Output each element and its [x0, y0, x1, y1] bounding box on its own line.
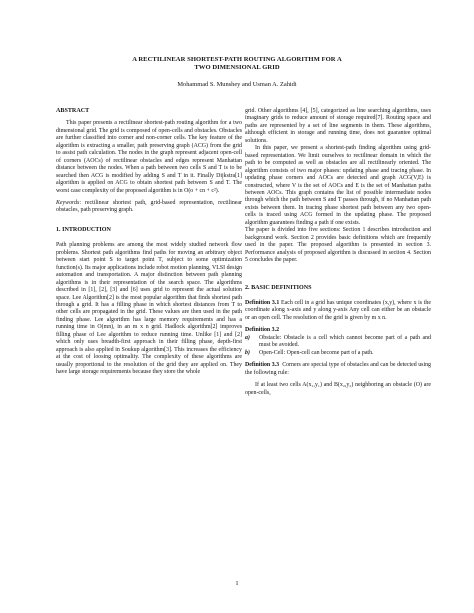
- abstract-text: This paper presents a rectilinear shortest-path routing algorithm for a two dimensional grid. The grid is composed of open-cells and obstacles. Obstacles are further classified into corner and non-corner cells. The key feature of the algorithm is extracting a smaller, path preserving graph (ACG) from the grid to assist path calculation. The nodes in the graph represent adjacent open-cell of corners (AOCs) of rectilinear obstacles and edges represent Manhattan distance between the nodes. When a path between two cells S and T is to be searched then ACG is modified by adding S and T in it. Finally Dijkstra[1] algorithm is applied on ACG to obtain shortest path between S and T. The worst case complexity of the proposed algorithm is in O(o + cn + c²).: [56, 120, 242, 194]
- right-paragraph-3: The paper is divided into five sections: Section 1 describes introduction and background work. Section 2 provides basic definitions which are frequently used in the paper. The proposed algorithm is presented in section 3. Performance analysis of proposed algorithm is discussed in section 4. Section 5 concludes the paper.: [245, 227, 431, 264]
- right-paragraph-1: grid. Other algorithms [4], [5], categorized as line searching algorithms, uses imaginary grids to reduce amount of storage required[7]. Routing space and paths are represented by a set of line segments in them. These algorithms, although efficient in storage and running time, does not guarantee optimal solutions.: [245, 108, 431, 144]
- definition-3-1-text: Each cell in a grid has unique coordinates (x,y), where x is the coordinate along x-axis and y along y-axis Any cell can either be an obstacle or an open cell. The resolution of the grid is given by m x n.: [245, 299, 431, 321]
- definition-3-3: [245, 362, 431, 377]
- item-b-label: b): [245, 349, 250, 356]
- title-line-2: TWO DIMENSIONAL GRID: [194, 64, 280, 71]
- definition-3-3-label: Definition 3.3: [245, 362, 280, 369]
- definition-3-2-label: Definition 3.2: [245, 327, 280, 334]
- authors: Mohammad S. Munshey and Usman A. Zahidi: [177, 81, 297, 88]
- paper-title: [40, 56, 434, 72]
- basic-definitions-heading: 2. BASIC DEFINITIONS: [245, 284, 312, 291]
- item-a-text: Obstacle: Obstacle is a cell which cannot become part of a path and must be avoided.: [259, 334, 431, 349]
- introduction-heading: 1. INTRODUCTION: [56, 226, 111, 233]
- right-paragraph-2: In this paper, we present a shortest-path finding algorithm using grid-based representation. We limit ourselves to rectilinear domain in which the path to be computed as well as obstacles are all rectilinearly oriented. The algorithm consists of two major phases: updating phase and tracing phase. In updating phase corners and AOCs are detected and graph ACG(V,E) is constructed, where V is the set of AOCs and E is the set of Manhattan paths between AOCs. This graph contains the list of possible intermediate nodes through which the path between S and T passes through, if no Manhattan path exists between them. In tracing phase shortest path between any two open-cells is traced using ACG formed in the updating phase. The proposed algorithm guarantees finding a path if one exists.: [245, 145, 431, 226]
- definition-3-3-text: Corners are special type of obstacles and can be detected using the following rule:: [245, 362, 431, 376]
- keywords-text: : rectilinear shortest path, grid-based representation, rectilinear obstacles, path preserving graph.: [56, 199, 242, 214]
- item-b-text: Open-Cell: Open-cell can become part of a path.: [259, 349, 374, 356]
- definition-3-1: [245, 300, 431, 322]
- right-column: [245, 108, 431, 397]
- abstract-heading: ABSTRACT: [56, 108, 90, 114]
- introduction-text: Path planning problems are among the most widely studied network flow problems. Shortest path algorithms find paths for moving an arbitrary object between start point S to target point T, subject to some optimization function(s). Its major applications include robot motion planning, VLSI design automation and transportation. A major distinction between path planning algorithms is in their representation of the search space. The algorithms described in [1], [2], [3] and [6] uses grid to represent the actual solution space. Lee Algorithm[2] is the most popular algorithm that finds shortest path through a grid. It has a filling phase in which shortest distances from T to other cells are propagated in the grid. These values are then used in the path finding phase. Lee algorithm has large memory requirements and has a running time in O(mn), in an m x n grid. Hadlock algorithm[2] improves filling phase of Lee algorithm to reduce running time. Unlike [1] and [2] which only uses breadth-first approach in their filling phase, depth-first approach is also applied in Soukup algorithm[3]. This increases the efficiency at the cost of loosing optimality. The complexity of these algorithms are usually proportional to the resolution of the grid they are applied on. They have large storage requirements because they store the whole: [56, 242, 242, 376]
- definition-3-3-rule: If at least two cells A(x₁,y₁) and B(x₂,y₂) neighboring an obstacle (O) are open-cells,: [245, 382, 431, 396]
- definition-3-2-item-a: [245, 335, 431, 350]
- title-line-1: A RECTILINEAR SHORTEST-PATH ROUTING ALGORITHM FOR A: [132, 56, 342, 63]
- keywords-label: Keywords: [56, 199, 80, 206]
- definition-3-2-list: [245, 335, 431, 357]
- page-number: 1: [235, 580, 239, 587]
- left-column: [56, 108, 242, 377]
- item-a-label: a): [245, 334, 250, 341]
- keywords: [56, 200, 242, 215]
- definition-3-2-item-b: [245, 350, 431, 357]
- definition-3-1-label: Definition 3.1: [245, 299, 280, 306]
